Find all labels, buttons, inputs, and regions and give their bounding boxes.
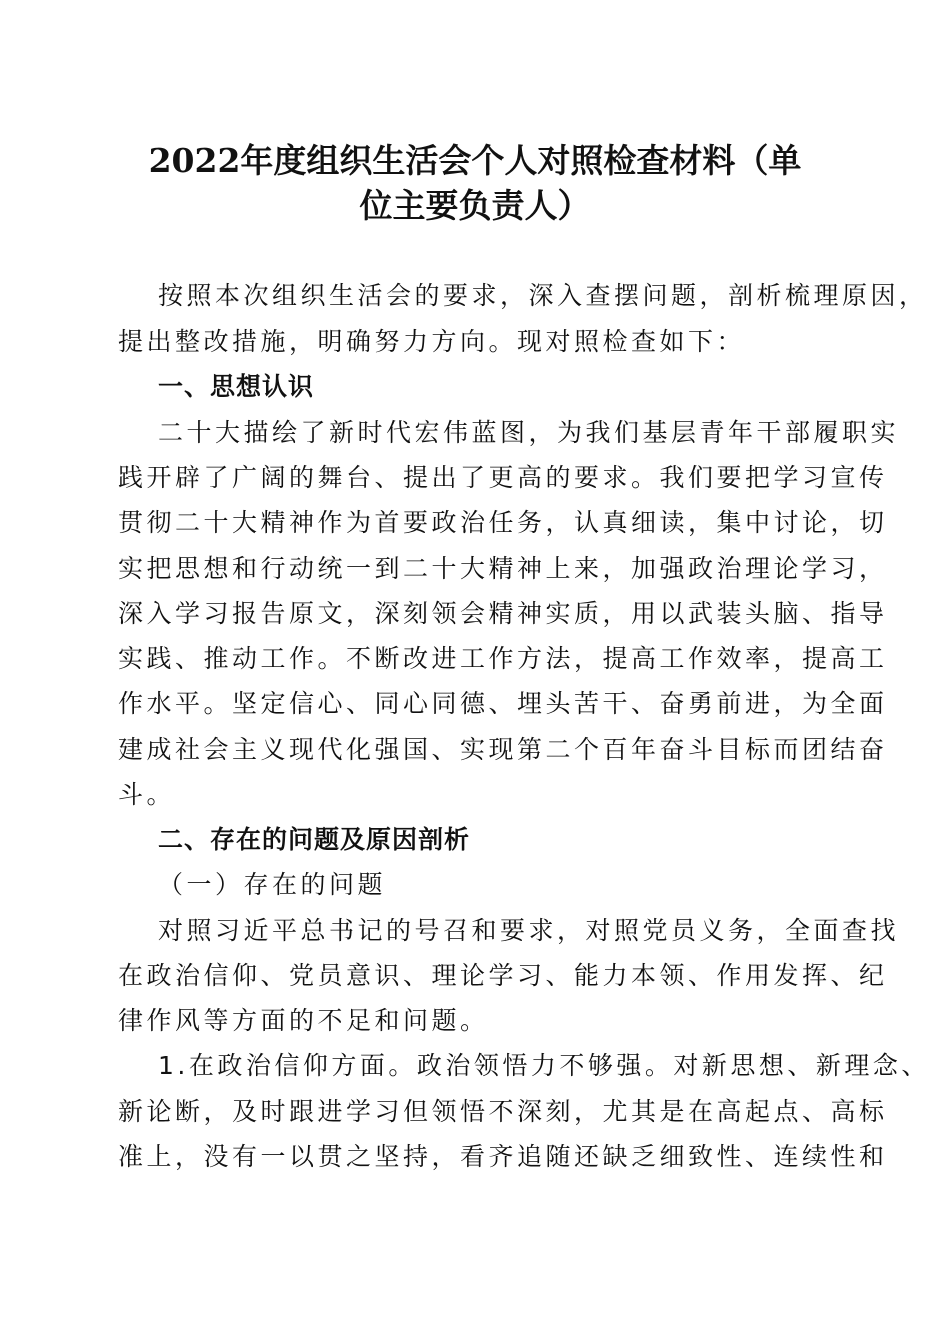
problems-intro-line-3: 律作风等方面的不足和问题。 — [118, 1006, 489, 1035]
problems-intro-line-2: 在政治信仰、党员意识、理论学习、能力本领、作用发挥、纪 — [118, 961, 888, 990]
item-1-line-1: 1.在政治信仰方面。政治领悟力不够强。对新思想、新理念、 — [158, 1051, 930, 1080]
section-1-line-3: 贯彻二十大精神作为首要政治任务，认真细读，集中讨论，切 — [118, 508, 888, 537]
document-title-line-2: 位主要负责人） — [359, 186, 591, 225]
problems-intro-line-1: 对照习近平总书记的号召和要求，对照党员义务，全面查找 — [158, 916, 900, 945]
section-1-line-1: 二十大描绘了新时代宏伟蓝图，为我们基层青年干部履职实 — [158, 418, 900, 447]
section-1-line-4: 实把思想和行动统一到二十大精神上来，加强政治理论学习， — [118, 554, 888, 583]
section-1-heading: 一、思想认识 — [158, 372, 315, 401]
section-1-line-7: 作水平。坚定信心、同心同德、埋头苦干、奋勇前进，为全面 — [118, 689, 888, 718]
section-2-heading: 二、存在的问题及原因剖析 — [158, 825, 471, 854]
section-1-line-9: 斗。 — [118, 780, 176, 809]
section-1-line-5: 深入学习报告原文，深刻领会精神实质，用以武装头脑、指导 — [118, 599, 888, 628]
section-1-line-6: 实践、推动工作。不断改进工作方法，提高工作效率，提高工 — [118, 644, 888, 673]
subsection-1-heading: （一）存在的问题 — [158, 870, 387, 899]
item-1-line-3: 准上，没有一以贯之坚持，看齐追随还缺乏细致性、连续性和 — [118, 1142, 888, 1171]
item-1-line-2: 新论断，及时跟进学习但领悟不深刻，尤其是在高起点、高标 — [118, 1097, 888, 1126]
section-1-line-8: 建成社会主义现代化强国、实现第二个百年奋斗目标而团结奋 — [118, 735, 888, 764]
intro-paragraph-line-1: 按照本次组织生活会的要求，深入查摆问题，剖析梳理原因， — [158, 281, 928, 310]
section-1-line-2: 践开辟了广阔的舞台、提出了更高的要求。我们要把学习宣传 — [118, 463, 888, 492]
document-title-line-1: 2022年度组织生活会个人对照检查材料（单 — [148, 141, 802, 180]
intro-paragraph-line-2: 提出整改措施，明确努力方向。现对照检查如下： — [118, 327, 746, 356]
